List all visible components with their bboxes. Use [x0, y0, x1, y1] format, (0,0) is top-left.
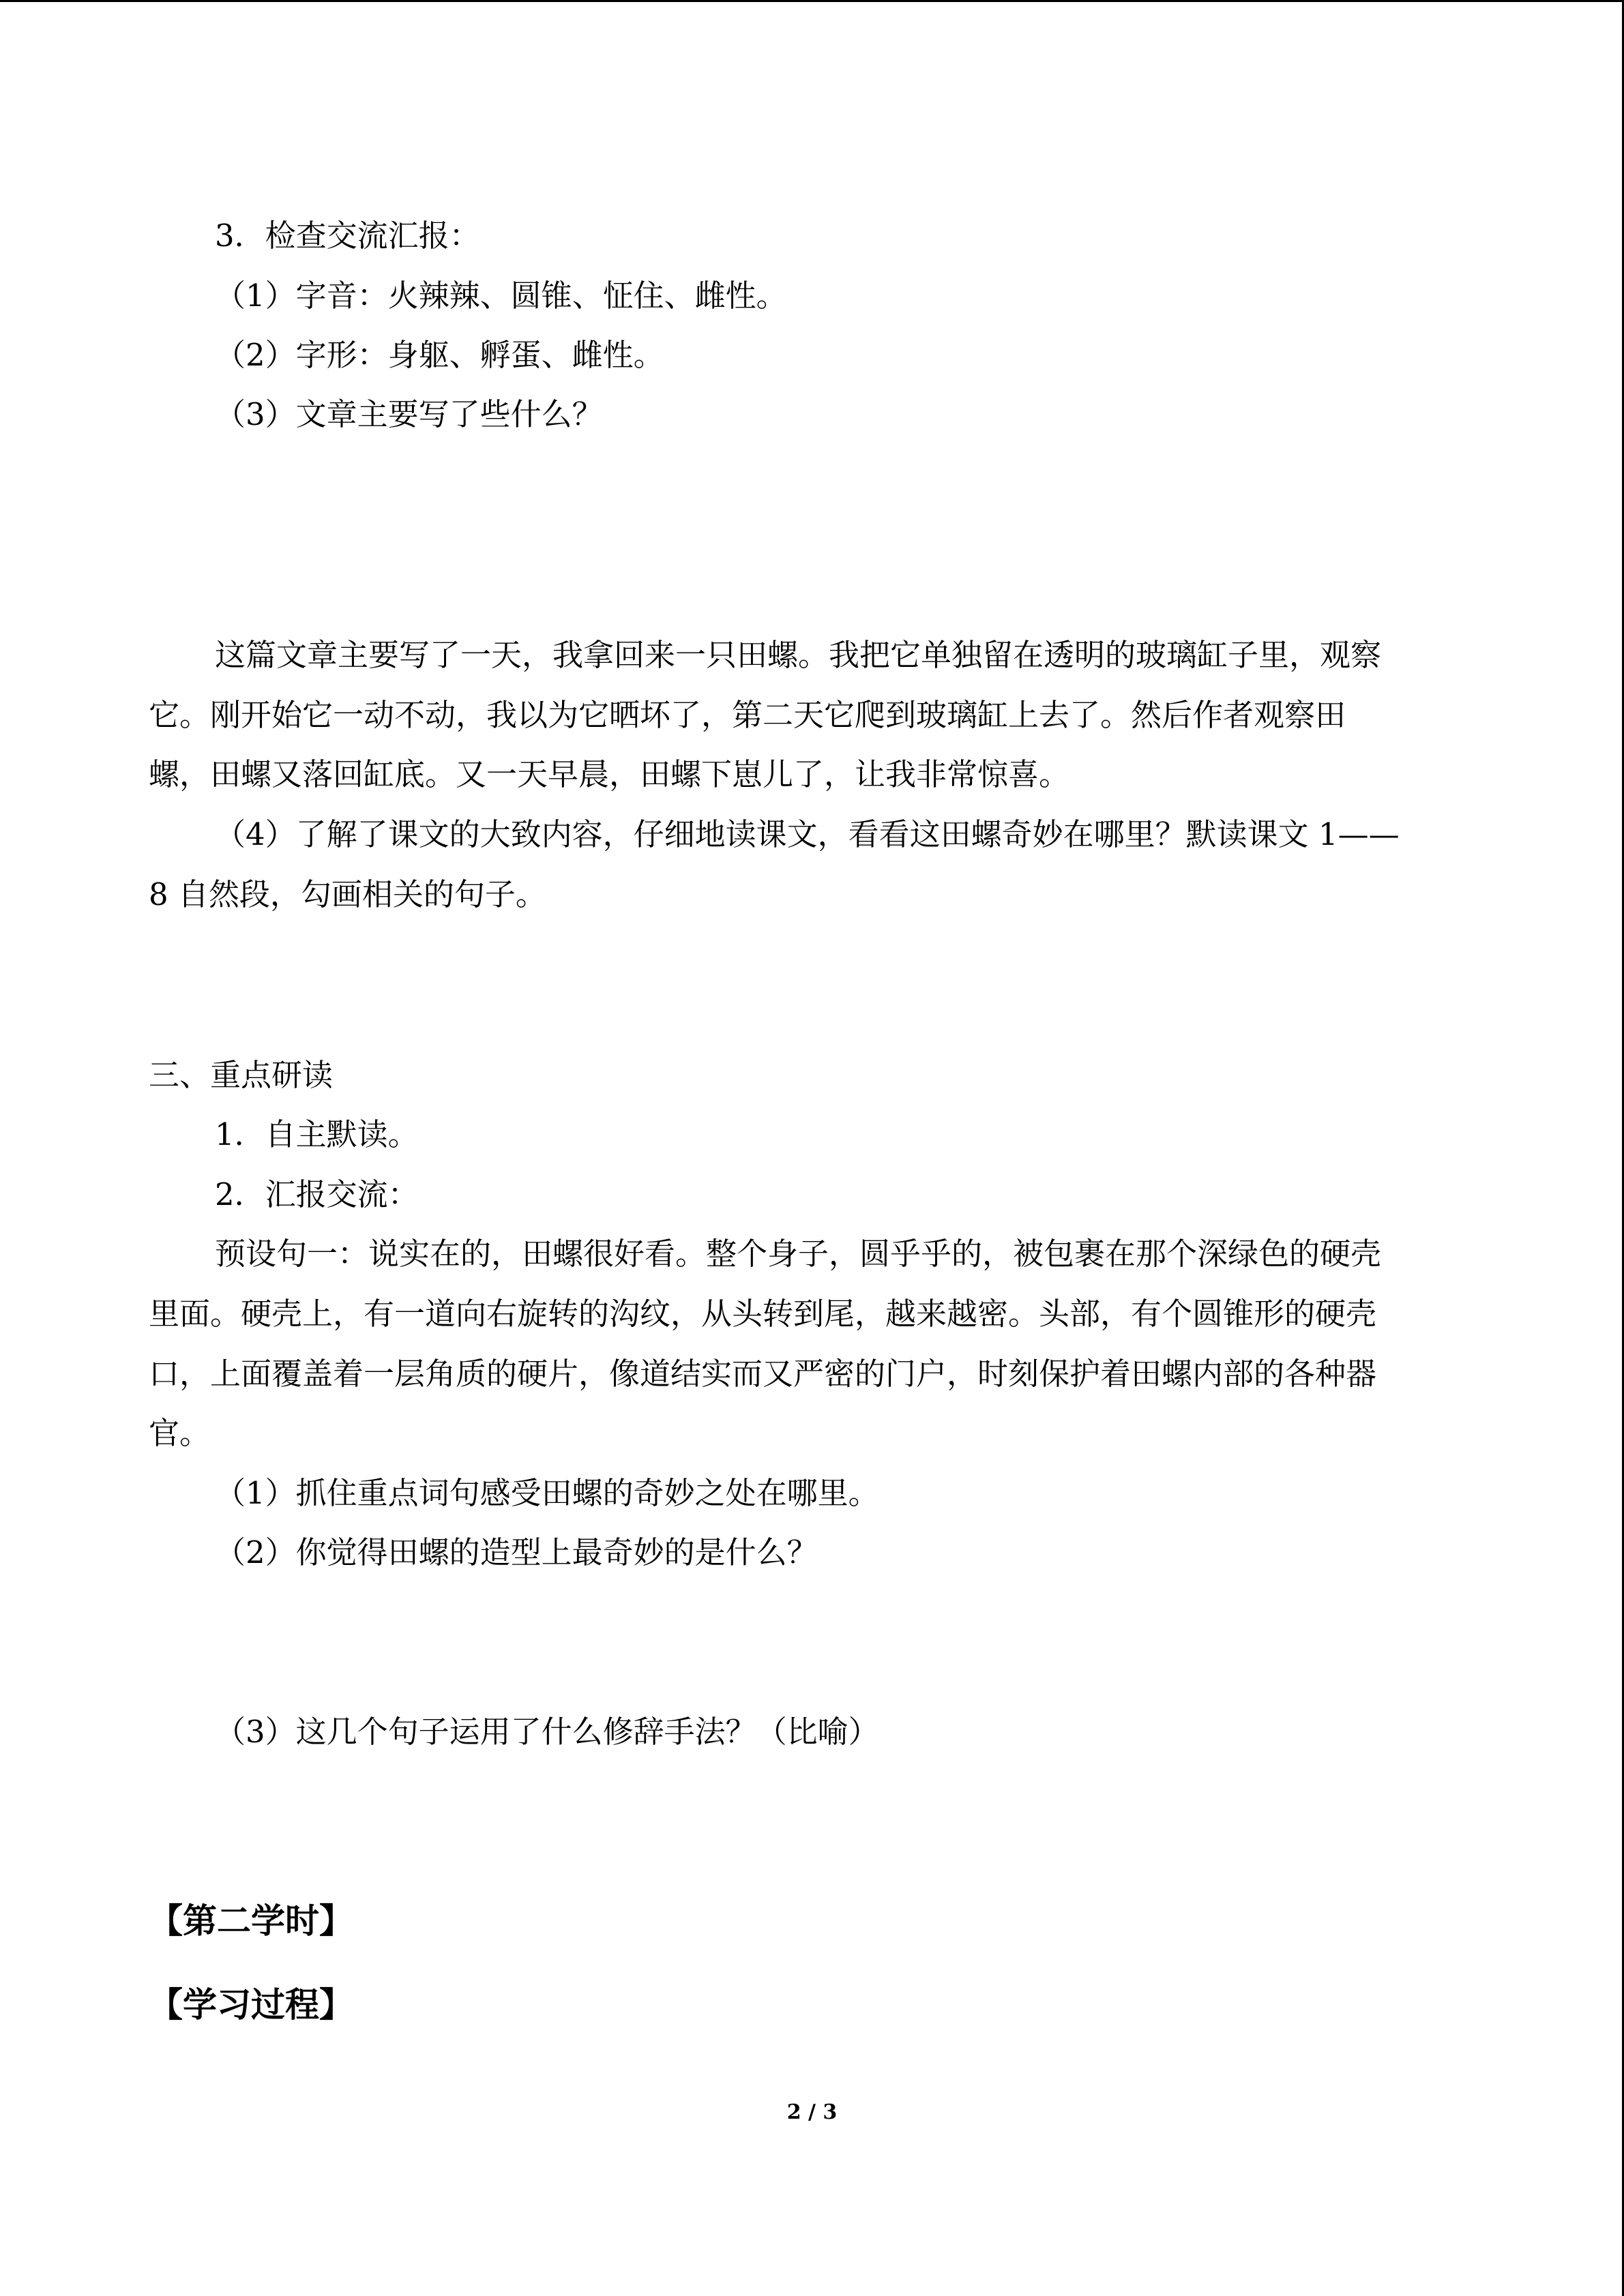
- preset-sentence-line-4: 官。: [149, 1415, 211, 1451]
- second-lesson-heading: 【第二学时】: [149, 1901, 353, 1941]
- preset-sentence-line-2: 里面。硬壳上，有一道向右旋转的沟纹，从头转到尾，越来越密。头部，有个圆锥形的硬壳: [149, 1296, 1377, 1332]
- summary-line-2: 它。刚开始它一动不动，我以为它晒坏了，第二天它爬到玻璃缸上去了。然后作者观察田: [149, 697, 1346, 733]
- reading-task-line-1: （4）了解了课文的大致内容，仔细地读课文，看看这田螺奇妙在哪里？默读课文 1——: [215, 816, 1400, 852]
- section-heading-key-reading: 三、重点研读: [149, 1057, 334, 1093]
- summary-line-3: 螺，田螺又落回缸底。又一天早晨，田螺下崽儿了，让我非常惊喜。: [149, 756, 1070, 792]
- summary-line-1: 这篇文章主要写了一天，我拿回来一只田螺。我把它单独留在透明的玻璃缸子里，观察: [215, 637, 1382, 673]
- learning-process-heading: 【学习过程】: [149, 1985, 353, 2025]
- pronunciation-line: （1）字音：火辣辣、圆锥、怔住、雌性。: [215, 278, 787, 314]
- silent-reading-line: 1．自主默读。: [215, 1116, 419, 1152]
- main-content-question: （3）文章主要写了些什么？: [215, 396, 603, 432]
- character-form-line: （2）字形：身躯、孵蛋、雌性。: [215, 337, 664, 373]
- question-1-line: （1）抓住重点词句感受田螺的奇妙之处在哪里。: [215, 1475, 879, 1511]
- check-report-heading: 3．检查交流汇报：: [215, 218, 480, 254]
- question-3-line: （3）这几个句子运用了什么修辞手法？（比喻）: [215, 1714, 879, 1750]
- report-exchange-line: 2．汇报交流：: [215, 1176, 419, 1212]
- reading-task-line-2: 8 自然段，勾画相关的句子。: [149, 876, 546, 912]
- question-2-line: （2）你觉得田螺的造型上最奇妙的是什么？: [215, 1534, 818, 1570]
- preset-sentence-line-1: 预设句一：说实在的，田螺很好看。整个身子，圆乎乎的，被包裹在那个深绿色的硬壳: [215, 1236, 1382, 1272]
- page-number: 2 / 3: [786, 2100, 838, 2124]
- preset-sentence-line-3: 口，上面覆盖着一层角质的硬片，像道结实而又严密的门户，时刻保护着田螺内部的各种器: [149, 1356, 1377, 1392]
